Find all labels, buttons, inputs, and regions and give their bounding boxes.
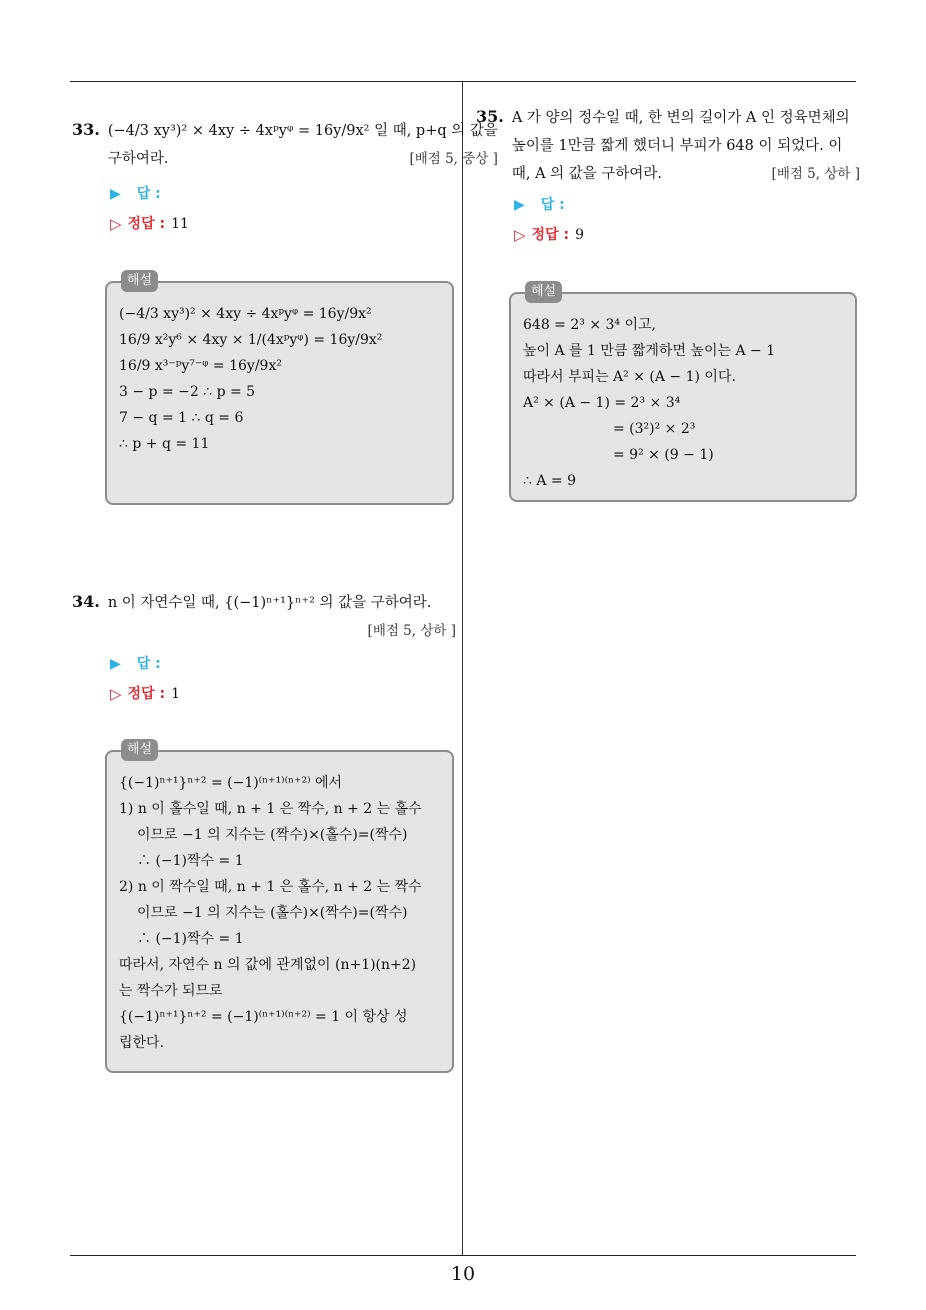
correct-value: 9 bbox=[575, 227, 584, 243]
solution-line: 높이 A 를 1 만큼 짧게하면 높이는 A − 1 bbox=[523, 343, 776, 359]
problem-number: 35. bbox=[476, 107, 504, 126]
solution-box-34 bbox=[105, 742, 454, 1073]
problem-text-line: A 가 양의 정수일 때, 한 변의 길이가 A 인 정육면체의 bbox=[511, 110, 850, 126]
solution-line: {(−1)ⁿ⁺¹}ⁿ⁺² = (−1)⁽ⁿ⁺¹⁾⁽ⁿ⁺²⁾ 에서 bbox=[119, 775, 343, 791]
top-rule bbox=[70, 81, 856, 82]
outline-triangle-icon: ▷ bbox=[110, 685, 122, 703]
solution-line: ∴ (−1)짝수 = 1 bbox=[137, 853, 244, 869]
problem-text-line: 구하여라. bbox=[107, 151, 169, 167]
problem-number: 33. bbox=[72, 120, 100, 139]
correct-answer-row bbox=[110, 209, 456, 239]
solution-box-33 bbox=[105, 273, 454, 505]
page-number: 10 bbox=[450, 1263, 476, 1285]
score-difficulty: [배점 5, 상하 ] bbox=[771, 166, 860, 182]
solution-line: 2) n 이 짝수일 때, n + 1 은 홀수, n + 2 는 짝수 bbox=[119, 879, 422, 895]
problem-33 bbox=[72, 116, 498, 239]
correct-answer-row bbox=[110, 679, 456, 709]
correct-label: 정답 : bbox=[127, 686, 166, 702]
answer-label: 답 : bbox=[136, 186, 161, 202]
solution-line: = 9² × (9 − 1) bbox=[613, 447, 714, 463]
solution-line: 는 짝수가 되므로 bbox=[119, 983, 223, 999]
solution-line: ∴ (−1)짝수 = 1 bbox=[137, 931, 244, 947]
solution-line: 3 − p = −2 ∴ p = 5 bbox=[119, 384, 256, 400]
solution-box-35 bbox=[509, 284, 857, 502]
solution-line: (−4/3 xy³)² × 4xy ÷ 4xᵖyᵠ = 16y/9x² bbox=[119, 306, 372, 322]
solution-line: 립한다. bbox=[119, 1035, 165, 1051]
problem-35 bbox=[476, 103, 860, 250]
solution-line: 648 = 2³ × 3⁴ 이고, bbox=[523, 317, 656, 333]
solution-line: 16/9 x³⁻ᵖy⁷⁻ᵠ = 16y/9x² bbox=[119, 358, 282, 374]
correct-answer-row bbox=[514, 220, 860, 250]
problem-text-line: 높이를 1만큼 짧게 했더니 부피가 648 이 되었다. 이 bbox=[511, 138, 843, 154]
problem-34 bbox=[72, 588, 456, 709]
problem-text-line: n 이 자연수일 때, {(−1)ⁿ⁺¹}ⁿ⁺² 의 값을 구하여라. bbox=[107, 595, 432, 611]
problem-text-line: 때, A 의 값을 구하여라. bbox=[511, 166, 663, 182]
bottom-rule bbox=[70, 1255, 856, 1256]
solution-tag: 해설 bbox=[525, 281, 562, 303]
play-triangle-icon: ▶ bbox=[110, 186, 121, 202]
problem-text-line: (−4/3 xy³)² × 4xy ÷ 4xᵖyᵠ = 16y/9x² 일 때, p+q 의 값을 bbox=[107, 123, 498, 139]
correct-value: 11 bbox=[171, 216, 189, 232]
solution-line: 이므로 −1 의 지수는 (홀수)×(짝수)=(짝수) bbox=[137, 905, 408, 921]
play-triangle-icon: ▶ bbox=[110, 656, 121, 672]
solution-line: 따라서, 자연수 n 의 값에 관계없이 (n+1)(n+2) bbox=[119, 957, 417, 973]
solution-line: ∴ p + q = 11 bbox=[119, 436, 210, 452]
solution-line: 이므로 −1 의 지수는 (짝수)×(홀수)=(짝수) bbox=[137, 827, 408, 843]
answer-row bbox=[110, 649, 456, 679]
play-triangle-icon: ▶ bbox=[514, 197, 525, 213]
correct-value: 1 bbox=[171, 686, 180, 702]
solution-line: {(−1)ⁿ⁺¹}ⁿ⁺² = (−1)⁽ⁿ⁺¹⁾⁽ⁿ⁺²⁾ = 1 이 항상 성 bbox=[119, 1009, 408, 1025]
solution-tag: 해설 bbox=[121, 270, 158, 292]
column-divider bbox=[462, 82, 463, 1256]
answer-label: 답 : bbox=[136, 656, 161, 672]
solution-line: ∴ A = 9 bbox=[523, 473, 577, 489]
solution-line: A² × (A − 1) = 2³ × 3⁴ bbox=[523, 395, 681, 411]
answer-row bbox=[110, 179, 456, 209]
answer-label: 답 : bbox=[540, 197, 565, 213]
solution-line: 1) n 이 홀수일 때, n + 1 은 짝수, n + 2 는 홀수 bbox=[119, 801, 422, 817]
solution-tag: 해설 bbox=[121, 739, 158, 761]
score-difficulty: [배점 5, 중상 ] bbox=[409, 151, 498, 167]
problem-number: 34. bbox=[72, 592, 100, 611]
solution-line: = (3²)² × 2³ bbox=[613, 421, 696, 437]
outline-triangle-icon: ▷ bbox=[110, 215, 122, 233]
score-difficulty: [배점 5, 상하 ] bbox=[367, 623, 456, 639]
correct-label: 정답 : bbox=[531, 227, 570, 243]
answer-row bbox=[514, 190, 860, 220]
correct-label: 정답 : bbox=[127, 216, 166, 232]
solution-line: 7 − q = 1 ∴ q = 6 bbox=[119, 410, 244, 426]
outline-triangle-icon: ▷ bbox=[514, 226, 526, 244]
solution-line: 16/9 x²y⁶ × 4xy × 1/(4xᵖyᵠ) = 16y/9x² bbox=[119, 332, 383, 348]
solution-line: 따라서 부피는 A² × (A − 1) 이다. bbox=[523, 369, 736, 385]
